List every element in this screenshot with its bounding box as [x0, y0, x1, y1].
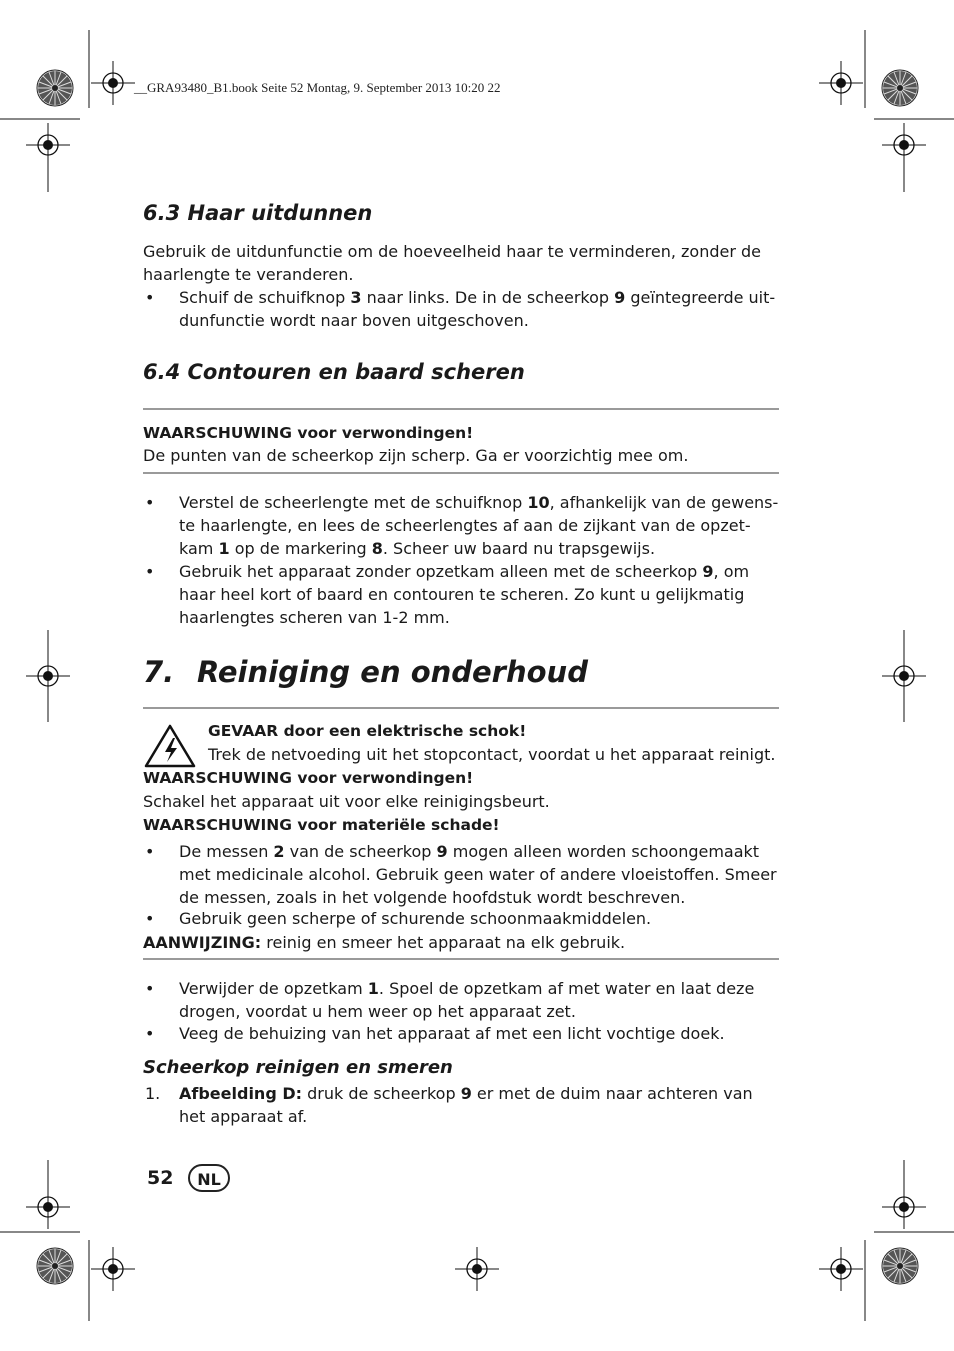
- danger-title: GEVAAR door een elektrische schok!: [208, 722, 527, 740]
- divider: [143, 408, 779, 410]
- divider: [143, 472, 779, 474]
- warning-title: WAARSCHUWING voor verwondingen!: [143, 424, 474, 442]
- page-number: 52: [147, 1167, 174, 1189]
- language-badge: NL: [188, 1164, 230, 1192]
- warning-text: De punten van de scheerkop zijn scherp. Ga er voorzichtig mee om.: [143, 446, 689, 465]
- note: AANWIJZING: reinig en smeer het apparaat na elk gebruik.: [143, 933, 626, 952]
- warning-title: WAARSCHUWING voor verwondingen!: [143, 769, 474, 787]
- damage-warning-title: WAARSCHUWING voor materiële schade!: [143, 816, 500, 834]
- section-6-3-title: 6.3 Haar uitdunnen: [143, 201, 373, 225]
- print-header: __GRA93480_B1.book Seite 52 Montag, 9. September 2013 10:20 22: [134, 80, 501, 95]
- electric-warning-icon: [143, 723, 197, 769]
- danger-text: Trek de netvoeding uit het stopcontact, voordat u het apparaat reinigt.: [208, 745, 776, 764]
- chapter-7-title: 7. Reiniging en onderhoud: [143, 655, 588, 689]
- warning-text: Schakel het apparaat uit voor elke reinigingsbeurt.: [143, 792, 550, 811]
- section-6-4-title: 6.4 Contouren en baard scheren: [143, 360, 525, 384]
- section-6-3-intro: Gebruik de uitdunfunctie om de hoeveelheid haar te verminderen, zonder de haarlengte te veranderen.: [143, 242, 762, 284]
- divider: [143, 707, 779, 709]
- subsection-title: Scheerkop reinigen en smeren: [143, 1057, 453, 1078]
- divider: [143, 958, 779, 960]
